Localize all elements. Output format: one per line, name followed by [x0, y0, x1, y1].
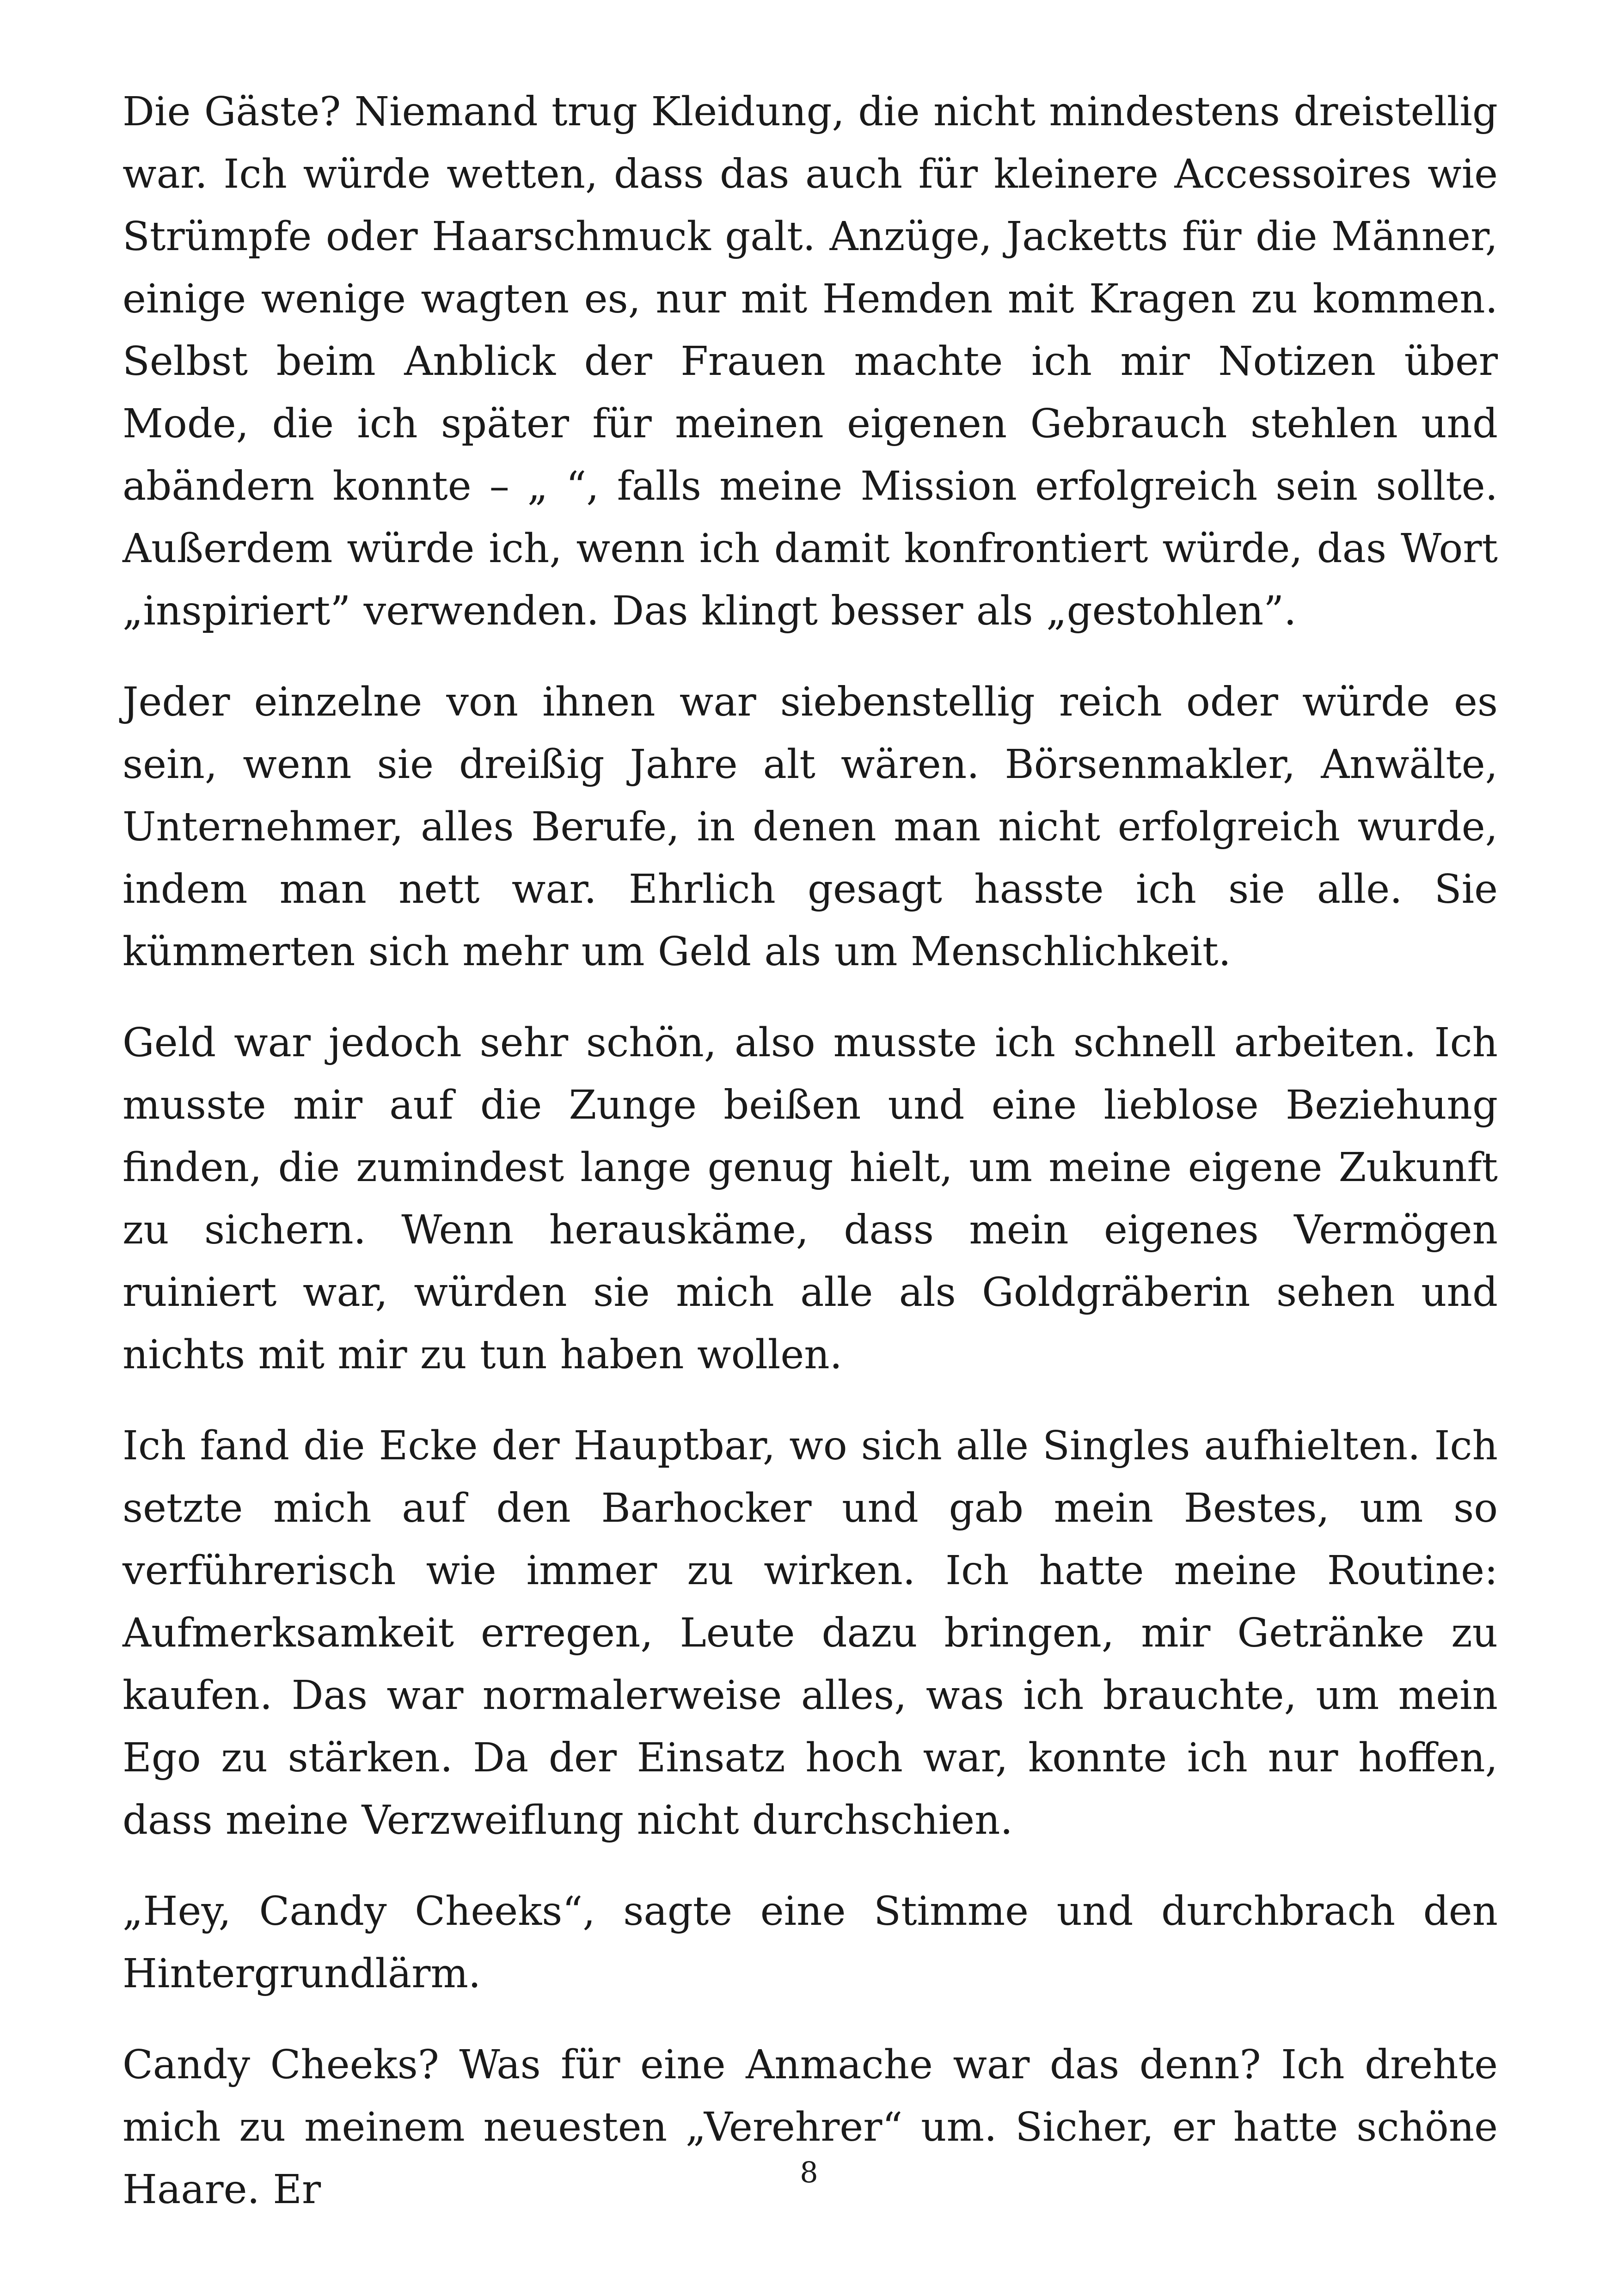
paragraph-1: Die Gäste? Niemand trug Kleidung, die nicht mindestens dreistellig war. Ich würde wetten, dass das auch für kleinere Accessoires wie Strümpfe oder Haarschmuck galt. Anzüge, Jacketts für die Männer, einige wenige wagten es, nur mit Hemden mit Kragen zu kommen. Selbst beim Anblick der Frauen machte ich mir Notizen über Mode, die ich später für meinen eigenen Gebrauch stehlen und abändern konnte – „ “, falls meine Mission erfolgreich sein sollte. Außerdem würde ich, wenn ich damit konfrontiert würde, das Wort „inspiriert” verwenden. Das klingt besser als „gestohlen”. [123, 89, 1498, 634]
page-body [123, 81, 1498, 2250]
paragraph-4: Ich fand die Ecke der Hauptbar, wo sich alle Singles aufhielten. Ich setzte mich auf den Barhocker und gab mein Bestes, um so verführerisch wie immer zu wirken. Ich hatte meine Routine: Aufmerksamkeit erregen, Leute dazu bringen, mir Getränke zu kaufen. Das war normalerweise alles, was ich brauchte, um mein Ego zu stärken. Da der Einsatz hoch war, konnte ich nur hoffen, dass meine Verzweiflung nicht durchschien. [123, 1423, 1498, 1843]
page-number: 8 [800, 2155, 818, 2189]
paragraph-5: „Hey, Candy Cheeks“, sagte eine Stimme und durchbrach den Hintergrundlärm. [123, 1888, 1498, 1997]
paragraph-2: Jeder einzelne von ihnen war siebenstellig reich oder würde es sein, wenn sie dreißig Jahre alt wären. Börsenmakler, Anwälte, Unternehmer, alles Berufe, in denen man nicht erfolgreich wurde, indem man nett war. Ehrlich gesagt hasste ich sie alle. Sie kümmerten sich mehr um Geld als um Menschlichkeit. [123, 679, 1498, 975]
paragraph-6: Candy Cheeks? Was für eine Anmache war das denn? Ich drehte mich zu meinem neuesten „Verehrer“ um. Sicher, er hatte schöne Haare. Er [123, 2042, 1498, 2213]
paragraph-3: Geld war jedoch sehr schön, also musste ich schnell arbeiten. Ich musste mir auf die Zunge beißen und eine lieblose Beziehung finden, die zumindest lange genug hielt, um meine eigene Zukunft zu sichern. Wenn herauskäme, dass mein eigenes Vermögen ruiniert war, würden sie mich alle als Goldgräberin sehen und nichts mit mir zu tun haben wollen. [123, 1020, 1498, 1378]
